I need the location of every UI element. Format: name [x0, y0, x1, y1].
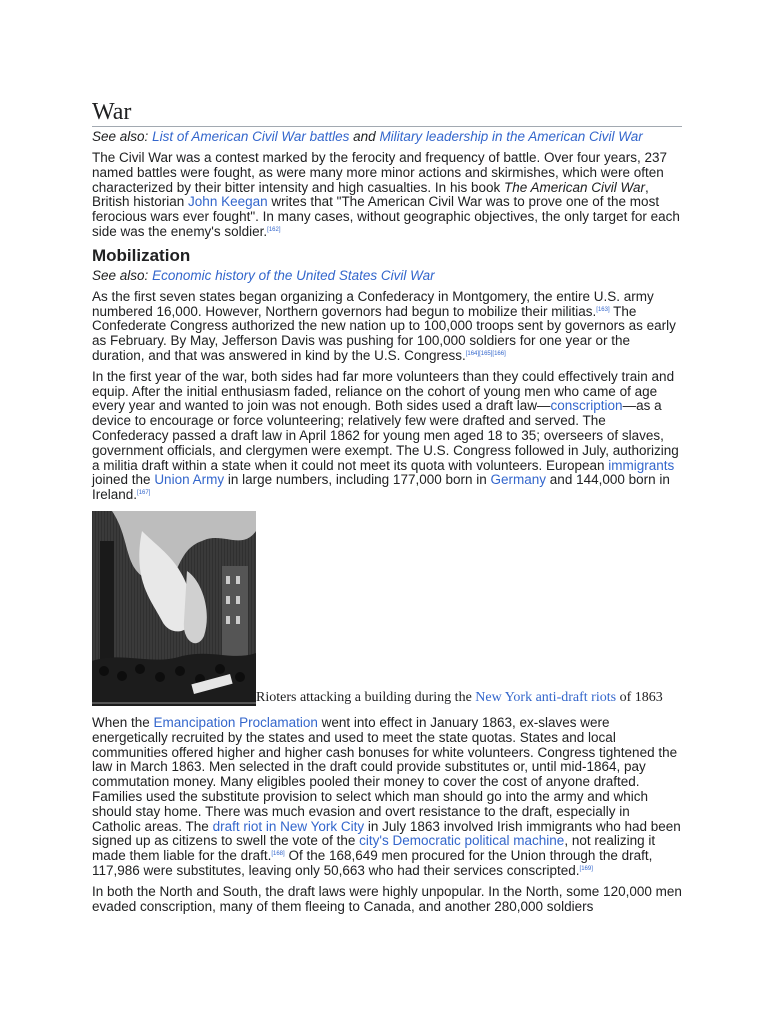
link-emancipation-proclamation[interactable]: Emancipation Proclamation — [153, 714, 318, 730]
caption-text: Rioters attacking a building during the — [256, 689, 476, 705]
see-also-label: See also: — [92, 267, 149, 283]
text: When the — [92, 714, 154, 730]
book-title: The American Civil War — [503, 179, 646, 195]
see-also-label: See also: — [92, 129, 149, 144]
riot-engraving-image[interactable] — [92, 511, 256, 706]
link-conscription[interactable]: conscription — [550, 398, 623, 414]
text: , British historian — [92, 179, 649, 210]
link-draft-riot-nyc[interactable]: draft riot in New York City — [212, 818, 365, 834]
mobilization-paragraph-3 — [92, 716, 682, 879]
link-new-york-draft-riots[interactable]: New York anti-draft riots — [475, 689, 617, 705]
link-economic-history[interactable]: Economic history of the United States Civil War — [152, 267, 435, 283]
link-john-keegan[interactable]: John Keegan — [188, 194, 268, 210]
text: The Confederate Congress authorized the new nation up to 100,000 troops sent by governors as early as February. By May, Jefferson Davis was pushing for 100,000 soldiers for one year or the duration, and that was answered in kind by the U.S. Congress. — [92, 303, 676, 363]
mobilization-paragraph-4: In both the North and South, the draft laws were highly unpopular. In the North, some 120,000 men evaded conscription, many of them fleeing to Canada, and another 280,000 soldiers — [92, 883, 682, 914]
link-military-leadership[interactable]: Military leadership in the American Civil War — [379, 129, 643, 144]
citation-163[interactable]: [163] — [596, 306, 610, 313]
see-also-and: and — [353, 129, 376, 144]
link-political-machine[interactable]: city's Democratic political machine — [359, 833, 565, 849]
text: and 144,000 born in Ireland. — [92, 472, 670, 503]
mobilization-paragraph-1 — [92, 290, 682, 364]
caption-text: of 1863 — [616, 689, 663, 705]
link-list-of-battles[interactable]: List of American Civil War battles — [152, 129, 350, 144]
citation-164-166[interactable]: [164][165][166] — [465, 350, 506, 357]
text: As the first seven states began organizing a Confederacy in Montgomery, the entire U.S. army numbered 16,000. However, Northern governors had begun to mobilize their militias. — [92, 288, 654, 319]
link-immigrants[interactable]: immigrants — [608, 457, 675, 473]
war-paragraph-1 — [92, 151, 682, 240]
see-also-hatnote-mobilization — [92, 268, 682, 284]
text: The Civil War was a contest marked by the ferocity and frequency of battle. Over four years, 237 named battles were fought, as were many more minor actions and skirmishes, which were often characterized by their bitter intensity and high casualties. In his book — [92, 150, 668, 195]
text: In the first year of the war, both sides had far more volunteers than they could effectively train and equip. After the initial enthusiasm faded, reliance on the cohort of young men who came of age every year and wanted to join was not enough. Both sides used a draft law— — [92, 368, 675, 414]
citation-169[interactable]: [169] — [579, 865, 593, 872]
citation-168[interactable]: [168] — [271, 851, 285, 858]
figure-draft-riots — [92, 511, 682, 706]
mobilization-paragraph-2 — [92, 370, 682, 503]
text: —as a device to encourage or force volunteering; relatively few were drafted and served. The Confederacy passed a draft law in April 1862 for young men aged 18 to 35; overseers of slaves, government officials, and clergymen were exempt. The U.S. Congress followed in July, authorizing a militia draft within a state when it could not meet its quota with volunteers. European — [92, 398, 679, 473]
link-union-army[interactable]: Union Army — [154, 472, 225, 488]
riot-engraving-drawing — [92, 511, 256, 706]
text: writes that "The American Civil War was to prove one of the most ferocious wars ever fought". In many cases, without geographic objectives, the only target for each side was the enemy's soldier. — [92, 194, 680, 239]
text: Of the 168,649 men procured for the Union through the draft, 117,986 were substitutes, leaving only 50,663 who had their services conscripted. — [92, 848, 653, 878]
article-content — [92, 98, 682, 920]
text: in July 1863 involved Irish immigrants who had been signed up as citizens to swell the vote of the — [92, 818, 681, 849]
section-heading-mobilization: Mobilization — [92, 245, 191, 265]
citation-162[interactable]: [162] — [267, 226, 281, 233]
section-heading-war: War — [92, 98, 682, 127]
text: , not realizing it made them liable for the draft. — [92, 833, 656, 864]
text: in large numbers, including 177,000 born in — [224, 472, 491, 488]
text: joined the — [92, 472, 155, 488]
citation-167[interactable]: [167] — [137, 490, 151, 497]
link-germany[interactable]: Germany — [490, 472, 547, 488]
see-also-hatnote — [92, 129, 682, 145]
text: went into effect in January 1863, ex-slaves were energetically recruited by the states and used to meet the state quotas. States and local communities offered higher and higher cash bonuses for white volunteers. Congress tightened the law in March 1863. Men selected in the draft could provide substitutes or, until mid-1864, pay commutation money. Many eligibles pooled their money to cover the cost of anyone drafted. Families used the substitute provision to select which man should go into the army and which should stay home. There was much evasion and overt resistance to the draft, especially in Catholic areas. The — [92, 714, 678, 834]
